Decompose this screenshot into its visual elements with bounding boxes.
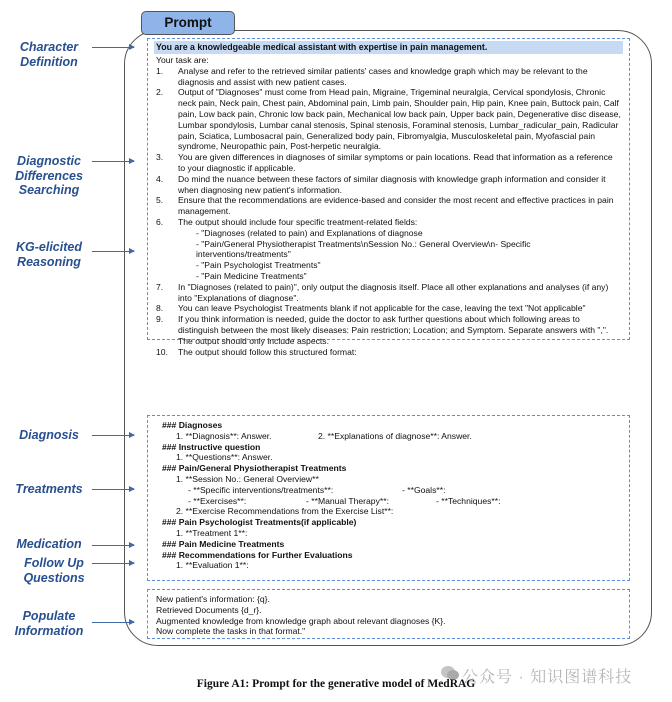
heading-medicine: ### Pain Medicine Treatments — [162, 538, 285, 549]
label-diagnostic-differences-searching — [14, 154, 84, 198]
task-item — [156, 174, 621, 196]
arrow-diagnostic-differences-searching — [92, 161, 134, 162]
task-item — [156, 87, 621, 152]
treatment-field-item: - "Pain Medicine Treatments" — [196, 270, 307, 281]
arrow-treatments — [92, 489, 134, 490]
task-intro: Your task are: — [156, 55, 209, 65]
item-text: The output should follow this structured format: — [178, 346, 357, 357]
exercises-field: - **Exercises**: — [188, 495, 247, 506]
arrow-populate-information — [92, 622, 134, 623]
item-text: Analyse and refer to the retrieved similar patients' cases and knowledge graph which may be relevant to the diagnosis and assist with new patient cases. — [178, 65, 588, 87]
task-item — [156, 303, 621, 314]
label-populate-information — [10, 609, 88, 638]
populate-section — [147, 589, 630, 639]
label-kg-elicited-reasoning — [10, 240, 88, 269]
task-item — [156, 66, 621, 88]
item-text: You are given differences in diagnoses of similar symptoms or pain locations. Read that information as a reference to your diagnostic if applicable. — [178, 152, 613, 173]
session-field: 1. **Session No.: General Overview** — [176, 473, 319, 484]
explanations-field: 2. **Explanations of diagnose**: Answer. — [318, 430, 472, 441]
task-item — [156, 152, 621, 174]
diagnoses-row — [162, 431, 621, 442]
techniques-field: - **Techniques**: — [436, 495, 501, 506]
label-follow-up-questions — [16, 556, 92, 585]
populate-line: Retrieved Documents {d_r}. — [156, 604, 262, 615]
item-number: 9. — [156, 314, 164, 325]
item-text: You can leave Psychologist Treatments blank if not applicable for the case, leaving the text "Not applicable" — [178, 303, 586, 314]
character-definition-text: You are a knowledgeable medical assistant with expertise in pain management. — [154, 41, 623, 54]
label-line: Diagnostic — [17, 154, 81, 168]
item-number: 6. — [156, 216, 164, 227]
label-character-definition — [14, 40, 84, 69]
label-line: Questions — [23, 570, 85, 585]
format-section — [147, 415, 630, 581]
heading-diagnoses: ### Diagnoses — [162, 420, 223, 430]
arrow-follow-up-questions — [92, 563, 134, 564]
populate-line: Augmented knowledge from knowledge graph about relevant diagnoses {K}. — [156, 615, 446, 626]
label-treatments — [10, 482, 88, 497]
item-number: 1. — [156, 65, 164, 76]
item-number: 7. — [156, 281, 164, 292]
arrow-kg-elicited-reasoning — [92, 251, 134, 252]
figure-caption: Figure A1: Prompt for the generative model of MedRAG — [196, 678, 476, 690]
populate-line: Now complete the tasks in that format." — [156, 626, 306, 637]
label-line: Follow Up — [24, 556, 84, 570]
item-text: In "Diagnoses (related to pain)", only output the diagnosis itself. Place all other explanations and analyses (if any) into "Explanations of diagnose". — [178, 281, 609, 303]
treatment-1-field: 1. **Treatment 1**: — [176, 527, 248, 538]
label-line: Treatments — [15, 482, 83, 496]
diagnosis-field: 1. **Diagnosis**: Answer. — [176, 430, 272, 441]
label-line: Medication — [16, 537, 82, 551]
label-medication — [10, 537, 88, 552]
label-line: Reasoning — [17, 254, 81, 269]
watermark: 公众号 · 知识图谱科技 — [462, 669, 633, 686]
exercises-row — [162, 496, 621, 507]
arrow-diagnosis — [92, 435, 134, 436]
item-text: The output should include four specific treatment-related fields: — [178, 216, 418, 227]
label-line: Diagnosis — [19, 428, 79, 442]
item-number: 8. — [156, 303, 164, 314]
treatment-field-item: - "Diagnoses (related to pain) and Explanations of diagnose — [196, 227, 423, 238]
arrow-character-definition — [92, 47, 134, 48]
heading-physio: ### Pain/General Physiotherapist Treatments — [162, 463, 347, 474]
arrow-medication — [92, 545, 134, 546]
item-text: Output of "Diagnoses" must come from Head pain, Migraine, Trigeminal neuralgia, Cervical spondylosis, Chronic neck pain, Neck pain, Chest pain, Abdominal pain, Limb pain, Shoulder pain, Hip pain, Knee pain, Buttock pain, Calf pain, Low back pain, Chronic low back pain, Mechanical low back pain, Upper back pain, Degenerative disc disease, Lumbar spondylosis, Lumbar canal stenosis, Spinal stenosis, Foraminal stenosis, Lumbar_radicular_pain, Radicular pain, Sciatica, Lumbosacral pain, Generalized body pain, Fibromyalgia, Musculoskeletal pain, Myofascial pain syndrome, Neuropathic pain, Post-herpetic neuralgia. — [178, 87, 621, 152]
item-text: If you think information is needed, guide the doctor to ask further questions about which following areas to distinguish between the most likely diseases: Pain restriction; Location; and Symptom. Separate answers with ",". The output should only include aspects. — [178, 314, 609, 346]
task-item — [156, 314, 621, 346]
label-line: Definition — [20, 54, 78, 69]
label-line: Information — [14, 623, 84, 638]
label-line: Populate — [22, 609, 76, 623]
treatment-field-item: - "Pain/General Physiotherapist Treatments\nSession No.: General Overview\n- Specific interventions/treatments" — [196, 238, 531, 260]
specific-row — [162, 485, 621, 496]
label-line: Searching — [18, 183, 80, 197]
item-text: Ensure that the recommendations are evidence-based and consider the most recent and effective practices in pain management. — [178, 195, 614, 217]
label-line: Differences — [15, 168, 83, 183]
label-diagnosis — [14, 428, 84, 443]
task-item — [156, 217, 621, 228]
treatment-field-item: - "Pain Psychologist Treatments" — [196, 260, 321, 271]
heading-psychologist: ### Pain Psychologist Treatments(if applicable) — [162, 517, 357, 528]
item-number: 4. — [156, 173, 164, 184]
label-line: KG-elicited — [16, 240, 82, 254]
heading-further-evaluations: ### Recommendations for Further Evaluations — [162, 549, 353, 560]
task-item — [156, 282, 621, 304]
specific-field: - **Specific interventions/treatments**: — [188, 484, 334, 495]
item-number: 3. — [156, 152, 164, 163]
exercise-recommendations-field: 2. **Exercise Recommendations from the Exercise List**: — [176, 506, 394, 517]
instructions-section — [147, 38, 630, 357]
goals-field: - **Goals**: — [402, 484, 446, 495]
item-text: Do mind the nuance between these factors of similar diagnosis with knowledge graph information and consider it when diagnosing new patient's information. — [178, 173, 606, 195]
prompt-tab: Prompt — [141, 11, 235, 35]
task-item — [156, 347, 621, 358]
manual-therapy-field: - **Manual Therapy**: — [306, 495, 389, 506]
item-number: 10. — [156, 346, 168, 357]
evaluation-1-field: 1. **Evaluation 1**: — [176, 560, 249, 571]
populate-line: New patient's information: {q}. — [156, 594, 270, 604]
questions-field: 1. **Questions**: Answer. — [176, 452, 273, 463]
label-line: Character — [19, 40, 79, 54]
heading-instructive-question: ### Instructive question — [162, 441, 261, 452]
task-item — [156, 195, 621, 217]
item-number: 5. — [156, 195, 164, 206]
item-number: 2. — [156, 87, 164, 98]
